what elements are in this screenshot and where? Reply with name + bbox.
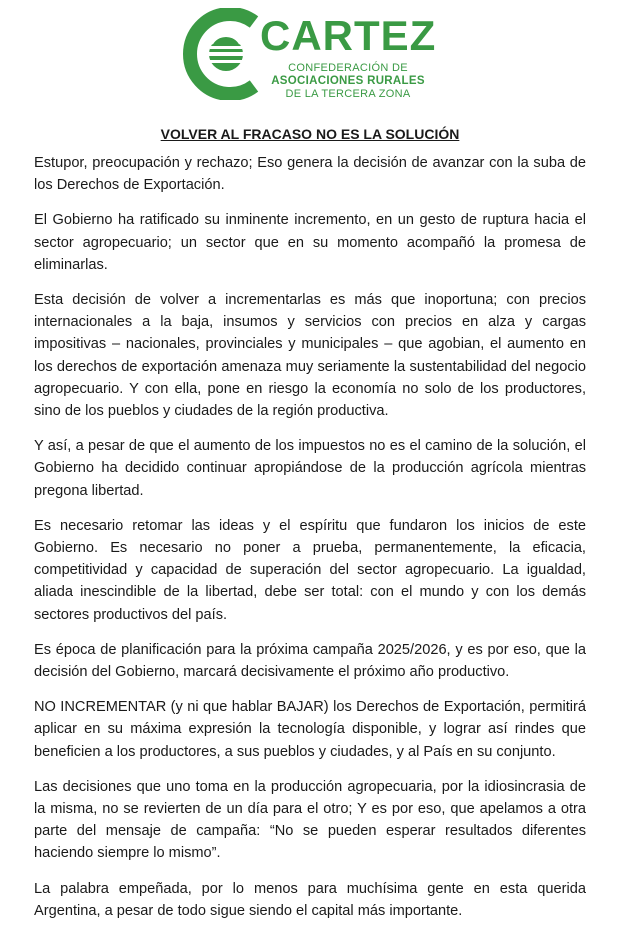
- paragraph: Estupor, preocupación y rechazo; Eso genera la decisión de avanzar con la suba de los Derechos de Exportación.: [34, 155, 586, 194]
- document-title: VOLVER AL FRACASO NO ES LA SOLUCIÓN: [160, 126, 460, 142]
- document-body: [34, 152, 586, 935]
- paragraph: NO INCREMENTAR (y ni que hablar BAJAR) los Derechos de Exportación, permitirá aplicar en su máxima expresión la tecnología disponible, y lograr así rindes que beneficien a los productores, a sus pueblos y ciudades, y al País en su conjunto.: [34, 699, 586, 760]
- paragraph: Y así, a pesar de que el aumento de los impuestos no es el camino de la solución, el Gobierno ha decidido continuar apropiándose de la producción agrícola mientras pregona libertad.: [34, 438, 586, 499]
- paragraph: Las decisiones que uno toma en la producción agropecuaria, por la idiosincrasia de la misma, no se revierten de un día para el otro; Y es por eso, que apelamos a otra parte del mensaje de campaña: “No se pueden esperar resultados diferentes haciendo siempre lo mismo”.: [34, 778, 586, 862]
- logo-subtitle-line2: ASOCIACIONES RURALES: [271, 75, 425, 87]
- cartez-emblem-icon: [180, 8, 270, 100]
- paragraph: Es época de planificación para la próxima campaña 2025/2026, y es por eso, que la decisión del Gobierno, marcará decisivamente el próximo año productivo.: [34, 641, 586, 681]
- logo-subtitle-line1: CONFEDERACIÓN DE: [288, 62, 408, 74]
- paragraph: El Gobierno ha ratificado su inminente incremento, en un gesto de ruptura hacia el sector agropecuario; un sector que en su momento acompañó la promesa de eliminarlas.: [34, 212, 586, 273]
- paragraph: Es necesario retomar las ideas y el espíritu que fundaron los inicios de este Gobierno. Es necesario no poner a prueba, permanentemente, la eficacia, competitividad y capacidad de superación del sector agropecuario. La igualdad, aliada inescindible de la libertad, debe ser total: con el mundo y con los demás sectores productivos del país.: [34, 517, 586, 623]
- paragraph: Esta decisión de volver a incrementarlas es más que inoportuna; con precios internacionales a la baja, insumos y servicios con precios en alza y cargas impositivas – nacionales, provinciales y municipales – que agobian, el aumento en los derechos de exportación amenaza muy seriamente la sustentabilidad del negocio agropecuario. Y con ella, pone en riesgo la economía no solo de los productores, sino de los pueblos y ciudades de la región productiva.: [34, 292, 586, 420]
- cartez-logo: [180, 8, 440, 100]
- paragraph: La palabra empeñada, por lo menos para muchísima gente en esta querida Argentina, a pesar de todo sigue siendo el capital más importante.: [34, 880, 586, 919]
- logo-wordmark: CARTEZ: [260, 12, 437, 59]
- logo-subtitle-line3: DE LA TERCERA ZONA: [285, 88, 411, 100]
